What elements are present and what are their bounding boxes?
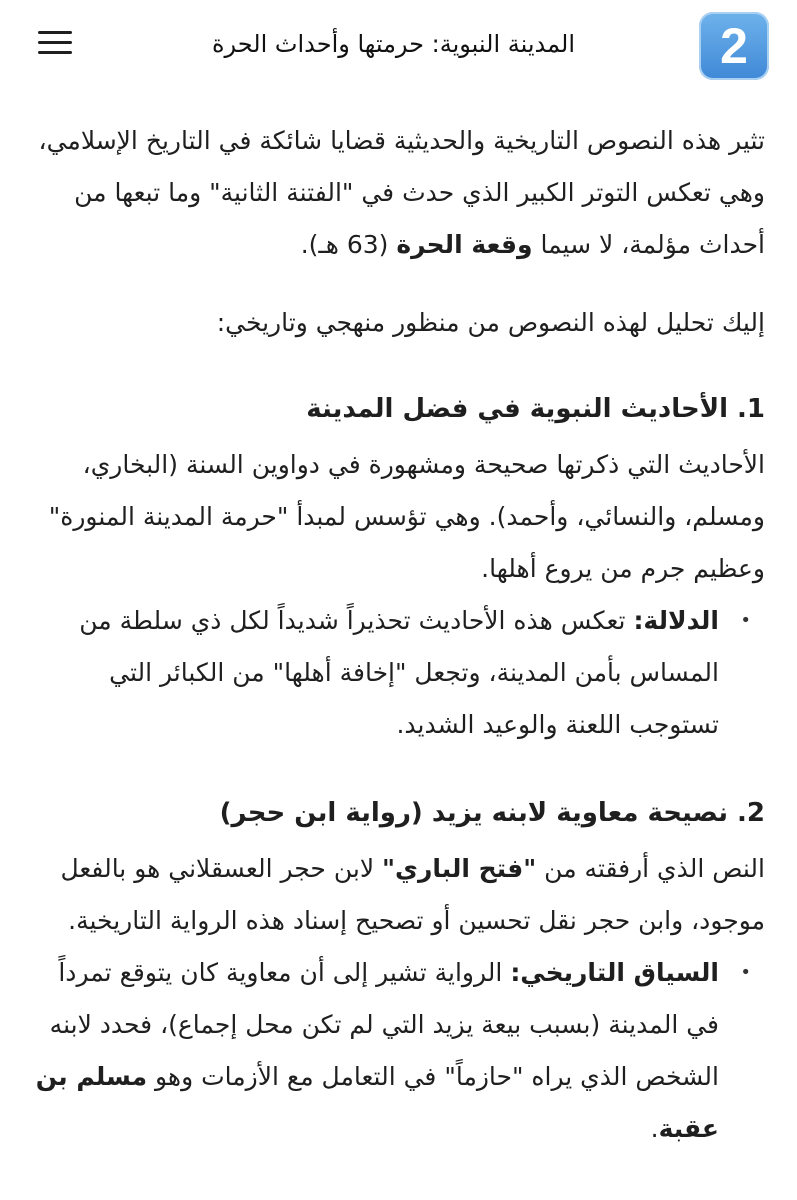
intro-bold-text: وقعة الحرة <box>396 230 533 259</box>
top-bar <box>0 0 797 92</box>
intro-text: تثير هذه النصوص التاريخية والحديثية قضايا شائكة في التاريخ الإسلامي، وهي تعكس التوتر الكبير الذي حدث في "الفتنة الثانية" وما تبعها من أحداث مؤلمة، لا سيما <box>38 126 765 259</box>
section-2-body-text-end: لابن حجر العسقلاني هو بالفعل موجود، وابن حجر نقل تحسين أو تصحيح إسناد هذه الرواية التاريخية. <box>60 854 765 935</box>
section-1-body: الأحاديث التي ذكرتها صحيحة ومشهورة في دواوين السنة (البخاري، ومسلم، والنسائي، وأحمد). وهي تؤسس لمبدأ "حرمة المدينة المنورة" وعظيم جرم من يروع أهلها. <box>48 450 765 583</box>
hamburger-menu-icon[interactable] <box>38 29 72 57</box>
list-item <box>30 947 719 1155</box>
list-item <box>30 595 719 751</box>
bullet-end: . <box>650 1114 659 1143</box>
bullet-text: الرواية تشير إلى أن معاوية كان يتوقع تمرداً في المدينة (بسبب بيعة يزيد التي لم تكن محل إجماع)، فحدد لابنه الشخص الذي يراه "حازماً" في التعامل مع الأزمات وهو <box>49 958 719 1091</box>
article-content <box>30 115 765 1155</box>
section-2-body-text: النص الذي أرفقته من <box>536 854 765 883</box>
section-2-body-bold: "فتح الباري" <box>382 854 537 883</box>
section-2-bullets <box>30 947 765 1155</box>
intro-text-end: (63 هـ). <box>300 230 397 259</box>
page-title: المدينة النبوية: حرمتها وأحداث الحرة <box>211 30 575 58</box>
section-1-heading: 1. الأحاديث النبوية في فضل المدينة <box>306 394 765 424</box>
bullet-label: السياق التاريخي: <box>510 958 719 987</box>
section-1-bullets <box>30 595 765 751</box>
section-2-heading: 2. نصيحة معاوية لابنه يزيد (رواية ابن حجر) <box>219 798 765 828</box>
intro-paragraph <box>30 115 765 271</box>
bullet-label: الدلالة: <box>633 606 719 635</box>
section-2-body <box>30 843 765 947</box>
bullet-bold-end: مسلم بن عقبة <box>35 1062 719 1143</box>
bullet-text: تعكس هذه الأحاديث تحذيراً شديداً لكل ذي سلطة من المساس بأمن المدينة، وتجعل "إخافة أهلها" من الكبائر التي تستوجب اللعنة والوعيد الشديد. <box>79 606 719 739</box>
number-badge: 2 <box>699 12 769 80</box>
lead-paragraph: إليك تحليل لهذه النصوص من منظور منهجي وتاريخي: <box>216 308 765 337</box>
